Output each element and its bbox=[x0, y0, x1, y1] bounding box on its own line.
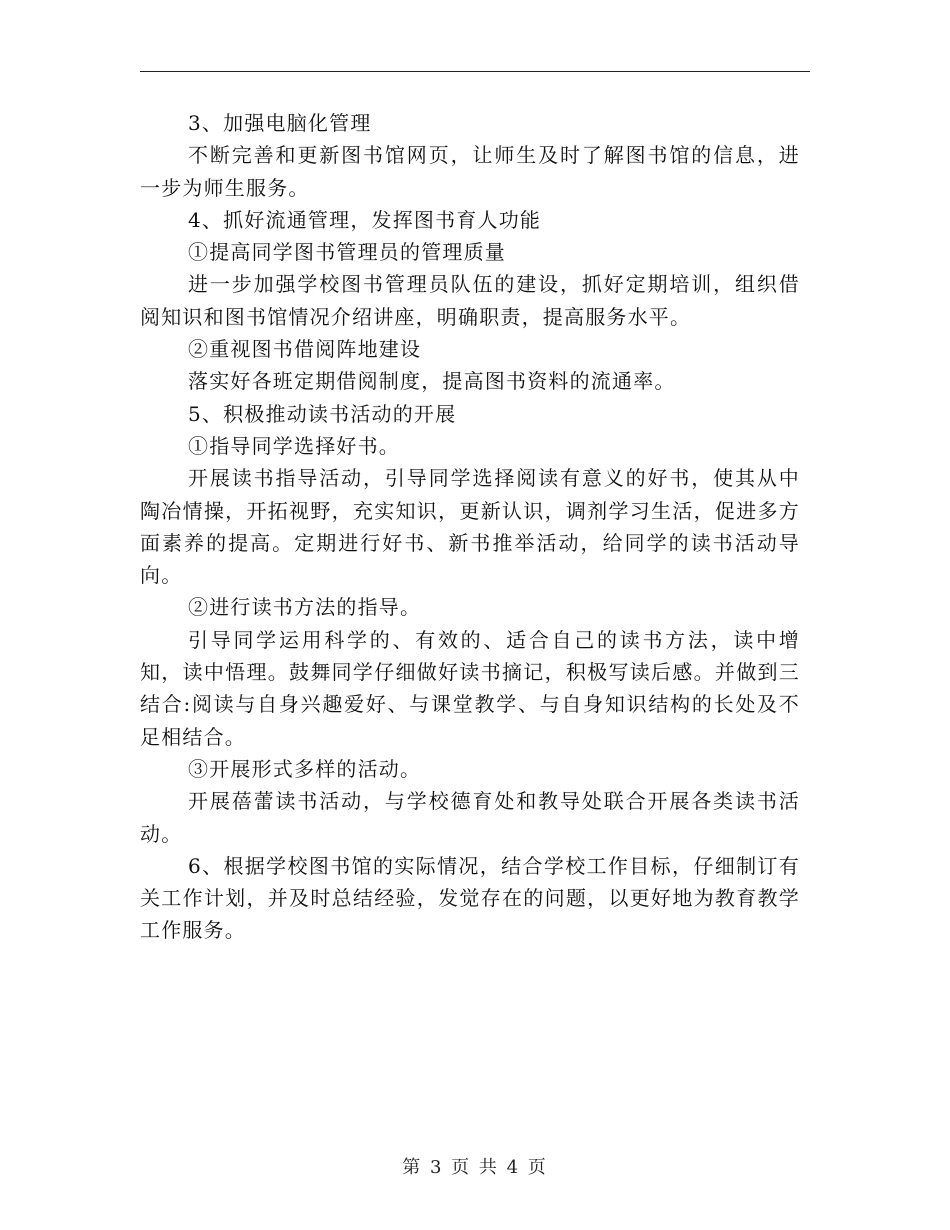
paragraph: 开展蓓蕾读书活动，与学校德育处和教导处联合开展各类读书活动。 bbox=[140, 789, 800, 846]
document-body bbox=[140, 107, 800, 947]
paragraph-subheading: ②重视图书借阅阵地建设 bbox=[188, 337, 422, 362]
paragraph-subheading: ①指导同学选择好书。 bbox=[188, 433, 400, 458]
paragraph-subheading: ①提高同学图书管理员的管理质量 bbox=[188, 240, 506, 265]
paragraph: 进一步加强学校图书管理员队伍的建设，抓好定期培训，组织借阅知识和图书馆情况介绍讲座，明确职责，提高服务水平。 bbox=[140, 272, 800, 329]
paragraph-heading-3: 3、加强电脑化管理 bbox=[188, 111, 372, 135]
paragraph: 开展读书指导活动，引导同学选择阅读有意义的好书，使其从中陶冶情操，开拓视野，充实知识，更新认识，调剂学习生活，促进多方面素养的提高。定期进行好书、新书推举活动，给同学的读书活动导向。 bbox=[140, 466, 800, 588]
paragraph-heading-5: 5、积极推动读书活动的开展 bbox=[188, 401, 457, 426]
paragraph-heading-4: 4、抓好流通管理，发挥图书育人功能 bbox=[188, 207, 542, 232]
paragraph-subheading: ②进行读书方法的指导。 bbox=[188, 595, 422, 620]
paragraph-heading-6: 6、根据学校图书馆的实际情况，结合学校工作目标，仔细制订有关工作计划，并及时总结经验，发觉存在的问题，以更好地为教育教学工作服务。 bbox=[140, 853, 800, 943]
paragraph: 落实好各班定期借阅制度，提高图书资料的流通率。 bbox=[188, 369, 676, 394]
page-number-label: 第 3 页 共 4 页 bbox=[402, 1157, 548, 1178]
page-footer bbox=[0, 1153, 950, 1179]
header-rule bbox=[140, 71, 810, 72]
paragraph: 不断完善和更新图书馆网页，让师生及时了解图书馆的信息，进一步为师生服务。 bbox=[140, 143, 800, 200]
paragraph-subheading: ③开展形式多样的活动。 bbox=[188, 756, 422, 781]
paragraph: 引导同学运用科学的、有效的、适合自己的读书方法，读中增知，读中悟理。鼓舞同学仔细做好读书摘记，积极写读后感。并做到三结合:阅读与自身兴趣爱好、与课堂教学、与自身知识结构的长处及不足相结合。 bbox=[140, 627, 800, 749]
